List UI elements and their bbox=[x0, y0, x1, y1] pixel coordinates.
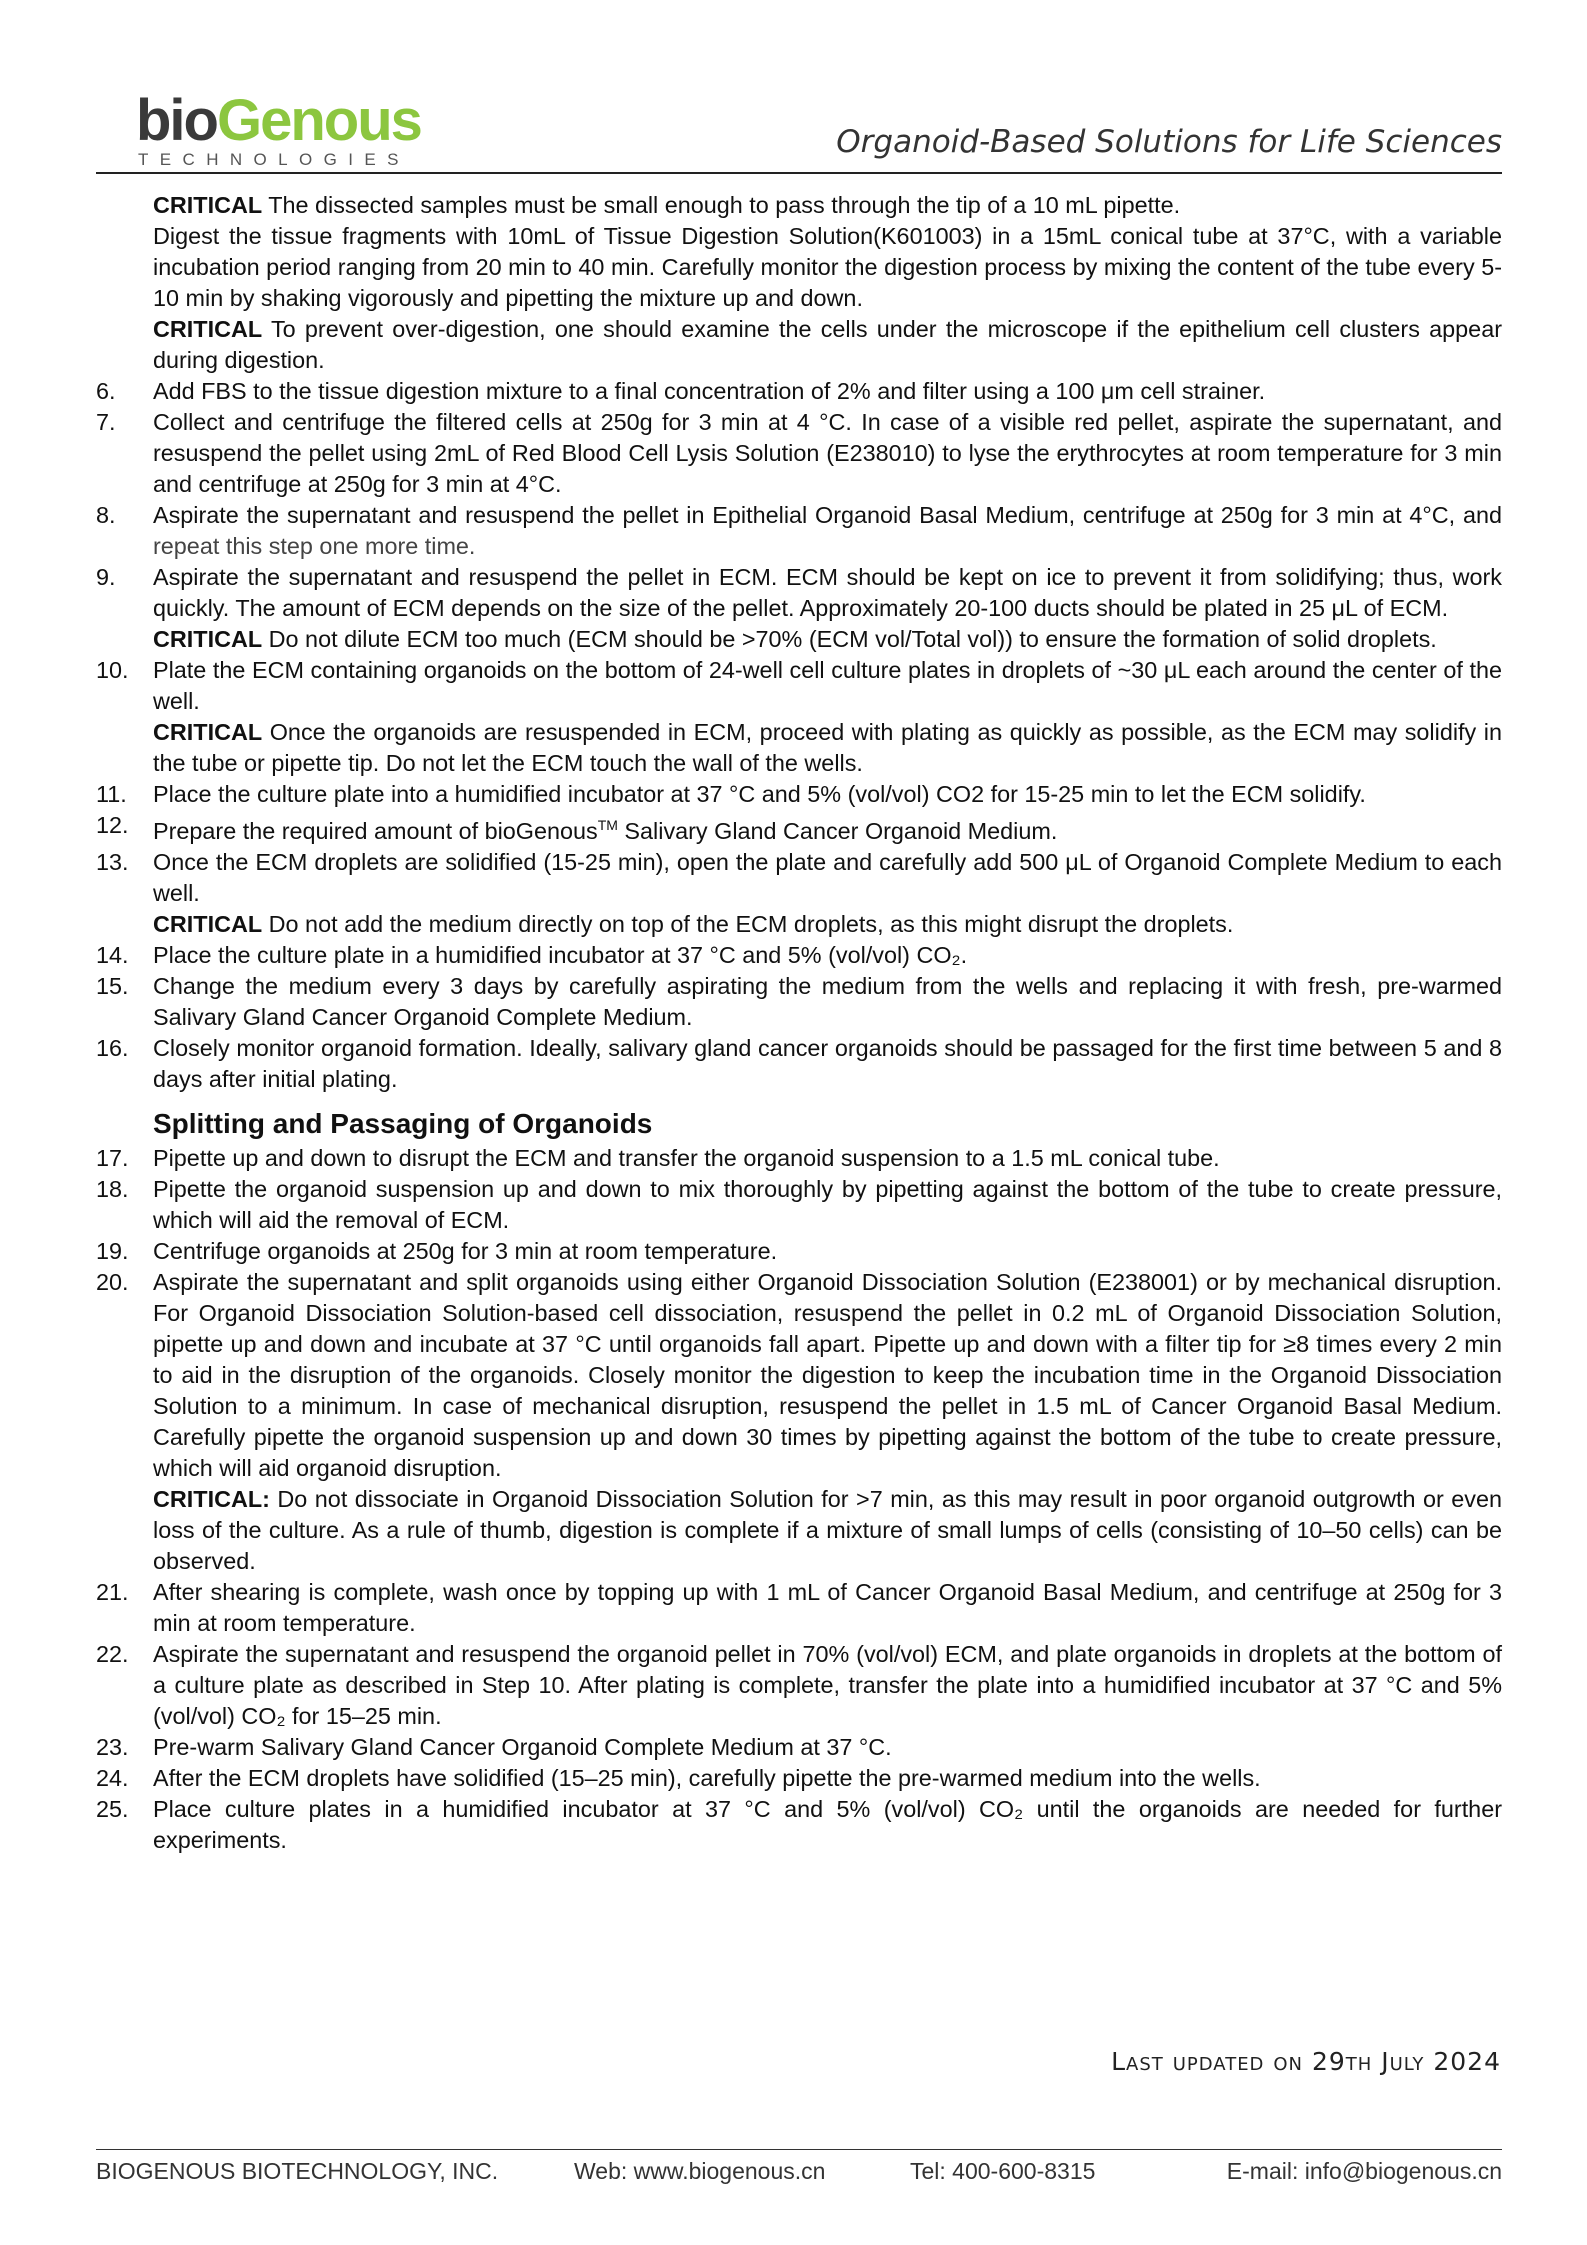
step-item: 21. After shearing is complete, wash once by topping up with 1 mL of Cancer Organoid Basal Medium, and centrifuge at 250g for 3 min at room temperature. bbox=[96, 1578, 1502, 1636]
footer-company: BIOGENOUS BIOTECHNOLOGY, INC. bbox=[96, 2158, 499, 2184]
critical-note: CRITICAL To prevent over-digestion, one should examine the cells under the microscope if the epithelium cell clusters appear during digestion. bbox=[153, 316, 1502, 373]
footer-phone: Tel: 400-600-8315 bbox=[910, 2158, 1096, 2184]
step-item: 25. Place culture plates in a humidified incubator at 37 °C and 5% (vol/vol) CO₂ until the organoids are needed for further experiments. bbox=[96, 1795, 1502, 1853]
step-item: 19. Centrifuge organoids at 250g for 3 min at room temperature. bbox=[96, 1237, 778, 1264]
step-item: 20. Aspirate the supernatant and split organoids using either Organoid Dissociation Solution (E238001) or by mechanical disruption. For Organoid Dissociation Solution-based cell dissociation, resuspend the pellet in 0.2 mL of Organoid Dissociation Solution, pipette up and down and incubate at 37 °C until organoids fall apart. Pipette up and down with a filter tip for ≥8 times every 2 min to aid in the disruption of the organoids. Closely monitor the digestion to keep the incubation time in the Organoid Dissociation Solution to a minimum. In case of mechanical disruption, resuspend the pellet in 1.5 mL of Cancer Organoid Basal Medium. Carefully pipette the organoid suspension up and down 30 times by pipetting against the bottom of the tube to create pressure, which will aid organoid disruption. bbox=[96, 1268, 1502, 1481]
step-item: 7. Collect and centrifuge the filtered cells at 250g for 3 min at 4 °C. In case of a visible red pellet, aspirate the supernatant, and resuspend the pellet using 2mL of Red Blood Cell Lysis Solution (E238010) to lyse the erythrocytes at room temperature for 3 min and centrifuge at 250g for 3 min at 4°C. bbox=[96, 409, 1502, 497]
header-tagline: Organoid-Based Solutions for Life Sciences bbox=[836, 124, 1502, 160]
page-header bbox=[96, 86, 1502, 176]
logo-subtitle: TECHNOLOGIES bbox=[138, 150, 410, 169]
footer-divider bbox=[96, 2149, 1502, 2150]
footer-web-link[interactable]: Web: www.biogenous.cn bbox=[574, 2158, 826, 2184]
header-divider bbox=[96, 172, 1502, 174]
step-item: 8. Aspirate the supernatant and resuspend the pellet in Epithelial Organoid Basal Medium, centrifuge at 250g for 3 min at 4°C, and repeat this step one more time. bbox=[96, 502, 1502, 559]
step-item: 12. Prepare the required amount of bioGenous™ Salivary Gland Cancer Organoid Medium. bbox=[96, 812, 1058, 844]
step-item: 23. Pre-warm Salivary Gland Cancer Organoid Complete Medium at 37 °C. bbox=[96, 1733, 892, 1760]
step-item: 6. Add FBS to the tissue digestion mixture to a final concentration of 2% and filter using a 100 μm cell strainer. bbox=[96, 378, 1266, 404]
page-footer bbox=[96, 2158, 1502, 2194]
section-title: Splitting and Passaging of Organoids bbox=[153, 1107, 653, 1139]
step-item: 13. Once the ECM droplets are solidified (15-25 min), open the plate and carefully add 500 μL of Organoid Complete Medium to each well. bbox=[96, 848, 1502, 906]
step-item: 10. Plate the ECM containing organoids on the bottom of 24-well cell culture plates in droplets of ~30 μL each around the center of the well. bbox=[96, 657, 1502, 714]
critical-note: CRITICAL Do not add the medium directly on top of the ECM droplets, as this might disrupt the droplets. bbox=[153, 910, 1234, 937]
step-item: 11. Place the culture plate into a humidified incubator at 37 °C and 5% (vol/vol) CO2 for 15-25 min to let the ECM solidify. bbox=[96, 781, 1366, 807]
step-item: 24. After the ECM droplets have solidified (15–25 min), carefully pipette the pre-warmed medium into the wells. bbox=[96, 1764, 1261, 1791]
critical-note: CRITICAL Once the organoids are resuspended in ECM, proceed with plating as quickly as possible, as the ECM may solidify in the tube or pipette tip. Do not let the ECM touch the wall of the wells. bbox=[153, 719, 1502, 776]
critical-note: CRITICAL: Do not dissociate in Organoid Dissociation Solution for >7 min, as this may result in poor organoid outgrowth or even loss of the culture. As a rule of thumb, digestion is complete if a mixture of small lumps of cells (consisting of 10–50 cells) can be observed. bbox=[153, 1485, 1502, 1574]
critical-note: CRITICAL The dissected samples must be small enough to pass through the tip of a 10 mL pipette. bbox=[153, 192, 1181, 218]
step-item: 22. Aspirate the supernatant and resuspend the organoid pellet in 70% (vol/vol) ECM, and plate organoids in droplets at the bottom of a culture plate as described in Step 10. After plating is complete, transfer the plate into a humidified incubator at 37 °C and 5% (vol/vol) CO₂ for 15–25 min. bbox=[96, 1640, 1502, 1729]
step-item: 17. Pipette up and down to disrupt the ECM and transfer the organoid suspension to a 1.5 mL conical tube. bbox=[96, 1144, 1220, 1171]
document-body bbox=[96, 190, 1502, 1856]
step-item: 15. Change the medium every 3 days by carefully aspirating the medium from the wells and replacing it with fresh, pre-warmed Salivary Gland Cancer Organoid Complete Medium. bbox=[96, 972, 1502, 1030]
last-updated-date: Last updated on 29th July 2024 bbox=[1111, 2047, 1501, 2076]
company-logo: bioGenous bbox=[136, 88, 421, 153]
step-item: 14. Place the culture plate in a humidified incubator at 37 °C and 5% (vol/vol) CO₂. bbox=[96, 941, 968, 968]
critical-note: CRITICAL Do not dilute ECM too much (ECM should be >70% (ECM vol/Total vol)) to ensure the formation of solid droplets. bbox=[153, 626, 1437, 652]
step-item: 9. Aspirate the supernatant and resuspend the pellet in ECM. ECM should be kept on ice to prevent it from solidifying; thus, work quickly. The amount of ECM depends on the size of the pellet. Approximately 20-100 ducts should be plated in 25 μL of ECM. bbox=[96, 564, 1502, 621]
digest-paragraph: Digest the tissue fragments with 10mL of Tissue Digestion Solution(K601003) in a 15mL conical tube at 37°C, with a variable incubation period ranging from 20 min to 40 min. Carefully monitor the digestion process by mixing the content of the tube every 5-10 min by shaking vigorously and pipetting the mixture up and down. bbox=[153, 223, 1502, 311]
step-item: 18. Pipette the organoid suspension up and down to mix thoroughly by pipetting against the bottom of the tube to create pressure, which will aid the removal of ECM. bbox=[96, 1175, 1502, 1233]
step-item: 16. Closely monitor organoid formation. Ideally, salivary gland cancer organoids should be passaged for the first time between 5 and 8 days after initial plating. bbox=[96, 1034, 1502, 1092]
footer-email-link[interactable]: E-mail: info@biogenous.cn bbox=[1226, 2158, 1502, 2184]
